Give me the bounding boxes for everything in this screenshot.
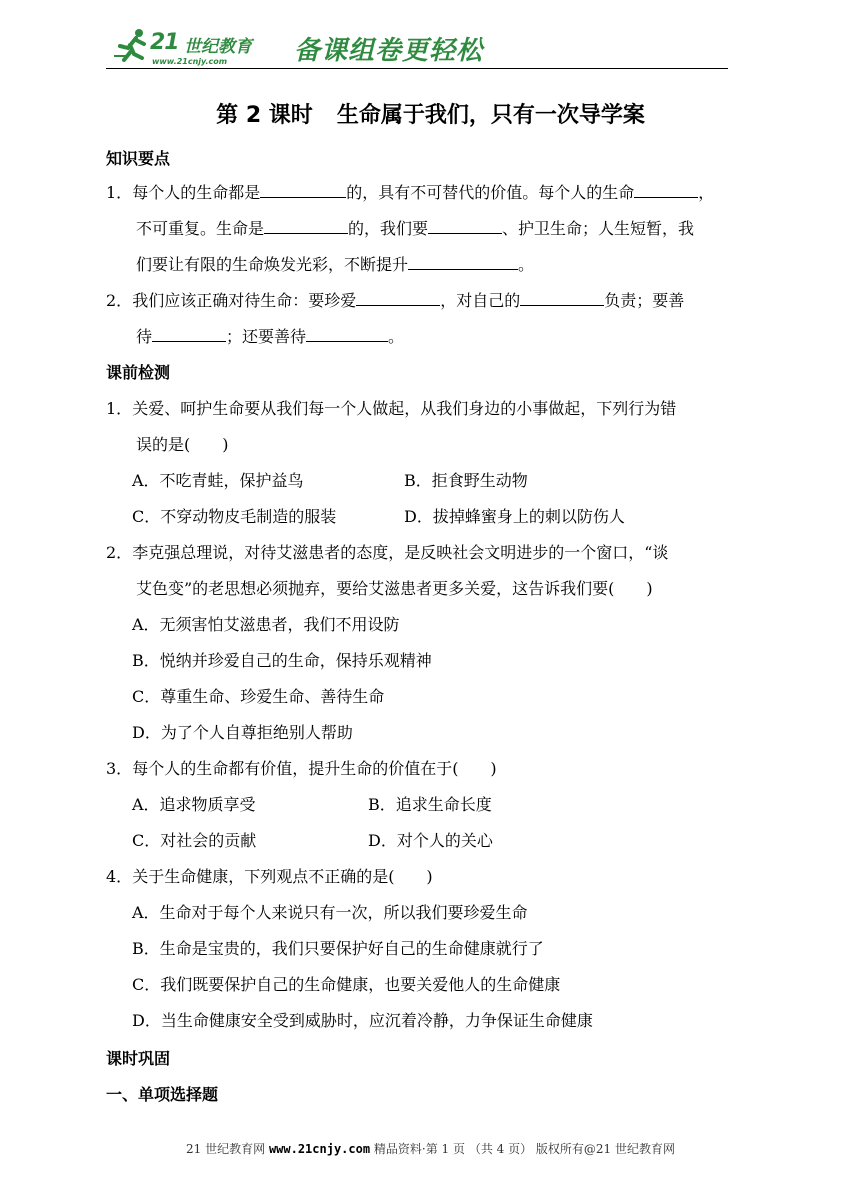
section-heading-consolidation: 课时巩固 — [106, 1049, 171, 1068]
fill-blank[interactable] — [634, 183, 698, 198]
logo-number: 21 — [150, 30, 179, 55]
fill-blank[interactable] — [152, 327, 226, 342]
knowledge-q1-line1: 1．每个人的生命都是 的，具有不可替代的价值。每个人的生命 ， — [106, 183, 715, 202]
option-a: A．不吃青蛙，保护益鸟 — [132, 471, 304, 490]
section-heading-precheck: 课前检测 — [106, 363, 171, 382]
lesson-label: 第 2 课时 — [216, 103, 313, 128]
runner-logo-icon — [112, 26, 152, 66]
fill-blank[interactable] — [260, 183, 346, 198]
lesson-topic: 生命属于我们，只有一次导学案 — [336, 103, 645, 128]
option-a: A．生命对于每个人来说只有一次，所以我们要珍爱生命 — [132, 903, 528, 922]
fill-blank[interactable] — [306, 327, 388, 342]
knowledge-q2-line1: 2．我们应该正确对待生命：要珍爱 ，对自己的 负责；要善 — [106, 291, 685, 310]
precheck-q4-stem: 4．关于生命健康，下列观点不正确的是( ) — [106, 867, 433, 886]
option-a: A．无须害怕艾滋患者，我们不用设防 — [132, 615, 400, 634]
fill-blank[interactable] — [408, 255, 518, 270]
fill-blank[interactable] — [356, 291, 440, 306]
logo-text: 世纪教育 — [184, 37, 252, 57]
precheck-q1-stem: 1．关爱、呵护生命要从我们每一个人做起，从我们身边的小事做起，下列行为错 — [106, 399, 677, 418]
header-slogan: 备课组卷更轻松 — [294, 36, 484, 66]
option-a: A．追求物质享受 — [132, 795, 256, 814]
option-b: B．生命是宝贵的，我们只要保护好自己的生命健康就行了 — [132, 939, 544, 958]
option-d: D．为了个人自尊拒绝别人帮助 — [132, 723, 353, 742]
option-d: D．当生命健康安全受到威胁时，应沉着冷静，力争保证生命健康 — [132, 1011, 593, 1030]
fill-blank[interactable] — [520, 291, 604, 306]
precheck-q2-stem: 2．李克强总理说，对待艾滋患者的态度，是反映社会文明进步的一个窗口，“谈 — [106, 543, 669, 562]
option-b: B．拒食野生动物 — [404, 471, 528, 490]
knowledge-q1-line3: 们要让有限的生命焕发光彩，不断提升 。 — [136, 255, 535, 274]
option-d: D．对个人的关心 — [368, 831, 493, 850]
option-b: B．追求生命长度 — [368, 795, 492, 814]
option-d: D．拔掉蜂蜜身上的刺以防伤人 — [404, 507, 625, 526]
option-b: B．悦纳并珍爱自己的生命，保持乐观精神 — [132, 651, 432, 670]
knowledge-q2-line2: 待 ；还要善待 。 — [136, 327, 405, 346]
question-number: 1． — [106, 183, 133, 202]
precheck-q1-stem-cont: 误的是( ) — [136, 435, 229, 454]
section-heading-single-choice: 一、单项选择题 — [106, 1085, 219, 1104]
precheck-q2-stem-cont: 艾色变”的老思想必须抛弃，要给艾滋患者更多关爱，这告诉我们要( ) — [136, 579, 653, 598]
option-c: C．尊重生命、珍爱生命、善待生命 — [132, 687, 385, 706]
fill-blank[interactable] — [264, 219, 348, 234]
option-c: C．对社会的贡献 — [132, 831, 257, 850]
fill-blank[interactable] — [428, 219, 502, 234]
footer-url[interactable]: www.21cnjy.com — [268, 1142, 371, 1156]
option-c: C．不穿动物皮毛制造的服装 — [132, 507, 337, 526]
logo-url: www.21cnjy.com — [152, 57, 228, 66]
page-footer — [0, 1140, 861, 1157]
header-divider — [106, 68, 728, 69]
footer-info: 精品资料·第 1 页 （共 4 页） 版权所有@21 世纪教育网 — [373, 1142, 675, 1156]
section-heading-knowledge: 知识要点 — [106, 149, 171, 168]
page-header — [106, 24, 728, 70]
page-title — [0, 98, 861, 129]
option-c: C．我们既要保护自己的生命健康，也要关爱他人的生命健康 — [132, 975, 561, 994]
precheck-q3-stem: 3．每个人的生命都有价值，提升生命的价值在于( ) — [106, 759, 497, 778]
footer-site: 21 世纪教育网 — [186, 1142, 266, 1156]
knowledge-q1-line2: 不可重复。生命是 的，我们要 、护卫生命；人生短暂，我 — [136, 219, 695, 238]
